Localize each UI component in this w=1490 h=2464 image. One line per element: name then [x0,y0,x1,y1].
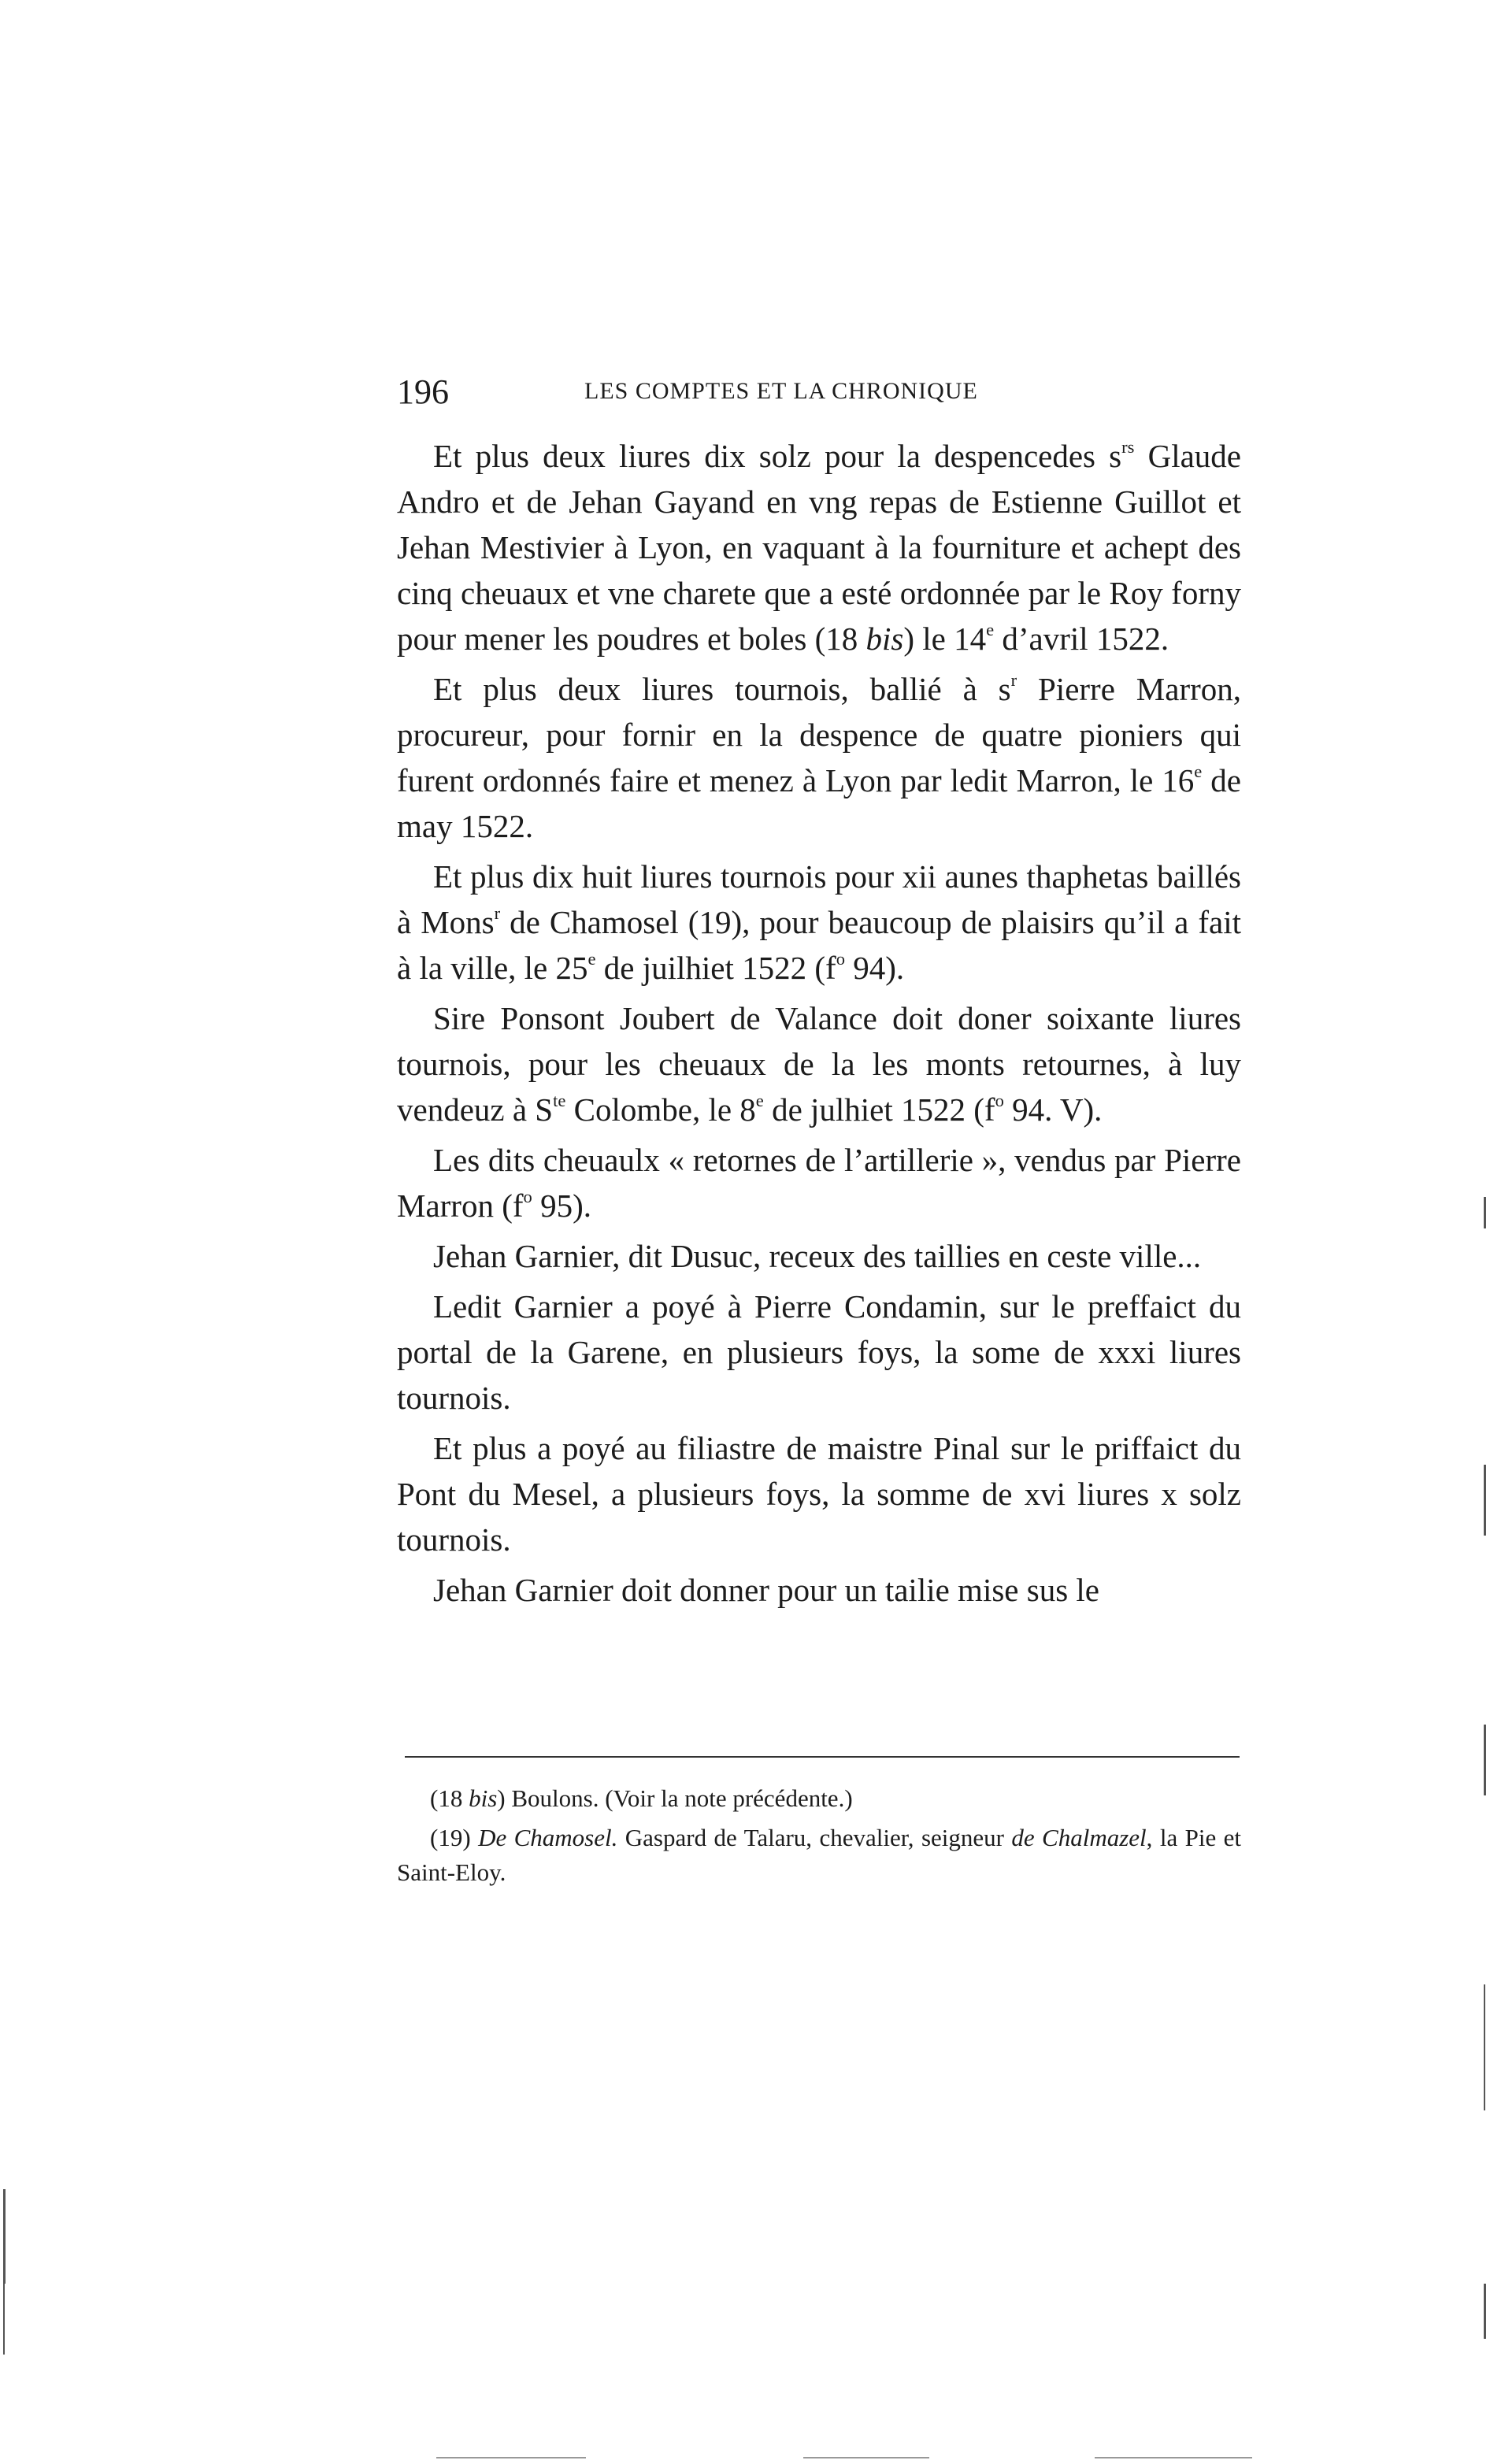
text-run: d’avril 1522. [994,621,1169,657]
italic-text: de Chalmazel [1011,1824,1147,1851]
text-run: de juilhiet 1522 (f [595,950,836,986]
text-run: Pierre Marron, procureur, pour fornir en la despence de quatre pioniers qui furent ordonnés faire et menez à Lyon par ledit Marron, le 16 [397,671,1241,798]
scan-mark [436,2457,586,2458]
paragraph-4 [397,995,1241,1132]
paragraph-7: Ledit Garnier a poyé à Pierre Condamin, sur le preffaict du portal de la Garene, en plusieurs foys, la some de xxxi liures tournois. [397,1288,1241,1416]
paragraph-3 [397,854,1241,991]
text-run: 94). [844,950,905,986]
page-header [397,372,1241,419]
scan-mark [1484,2284,1486,2339]
scan-mark [1484,1984,1485,2110]
paragraph-9: Jehan Garnier doit donner pour un tailie mise sus le [433,1572,1099,1608]
text-run: Et plus deux liures tournois, ballié à s [433,671,1011,707]
footnotes [397,1781,1241,1895]
text-run: Et plus deux liures dix solz pour la despencedes s [433,438,1122,474]
scan-mark [3,2284,5,2355]
footnote-18bis [397,1781,1241,1816]
scan-mark [1484,1197,1486,1228]
scan-mark [803,2457,929,2458]
running-title: LES COMPTES ET LA CHRONIQUE [584,378,978,404]
italic-text: bis [865,621,904,657]
footnote-19 [397,1821,1241,1890]
scan-mark [1484,1465,1486,1536]
superscript: r [494,902,501,923]
paragraph-8: Et plus a poyé au filiastre de maistre Pinal sur le priffaict du Pont du Mesel, a plusieurs foys, la somme de xvi liures x solz tournois. [397,1430,1241,1558]
paragraph-1 [397,433,1241,661]
text-run: Colombe, le 8 [565,1091,756,1128]
superscript: e [755,1090,764,1110]
text-run: Et plus dix huit liures tournois pour xii aunes thaphetas baillés à Mons [397,858,1241,940]
text-run: de may 1522. [397,762,1242,844]
text-run: (19) [430,1824,479,1851]
text-run: Sire Ponsont Joubert de Valance doit doner soixante liures tournois, pour les cheuaux de la les monts retournes, à luy vendeuz à S [397,1000,1241,1128]
superscript: o [523,1186,532,1206]
superscript: rs [1121,436,1135,457]
superscript: e [1194,761,1203,781]
text-run: , la Pie et Saint-Eloy. [397,1824,1241,1886]
text-run: Glaude Andro et de Jehan Gayand en vng repas de Estienne Guillot et Jehan Mestivier à Lyon, en vaquant à la fourniture et achept des cinq cheuaux et vne charete que a esté ordonnée par le Roy forny pour mener les poudres et boles (18 [397,438,1241,657]
text-run: de Chamosel (19), pour beaucoup de plaisirs qu’il a fait à la ville, le 25 [397,904,1241,986]
italic-text: bis [469,1784,498,1812]
footnote-rule [405,1756,1240,1758]
text-run: 94. V). [1003,1091,1103,1128]
scan-mark [1484,1725,1486,1795]
superscript: r [1010,669,1017,690]
text-run: 95). [532,1188,591,1224]
italic-text: De Chamosel. [478,1824,618,1851]
text-run: Les dits cheuaulx « retornes de l’artillerie », vendus par Pierre Marron (f [397,1142,1241,1224]
superscript: e [986,619,995,639]
scan-mark [1095,2457,1252,2458]
scan-mark [3,2189,6,2284]
text-run: (18 [430,1784,469,1812]
paragraph-5 [397,1137,1241,1228]
paragraph-6: Jehan Garnier, dit Dusuc, receux des taillies en ceste ville... [433,1238,1202,1274]
text-run: ) le 14 [903,621,987,657]
superscript: o [995,1090,1004,1110]
superscript: o [836,948,845,969]
page-number: 196 [397,372,449,411]
text-run: Gaspard de Talaru, chevalier, seigneur [617,1824,1012,1851]
body-text [397,433,1241,1617]
text-run: ) Boulons. (Voir la note précédente.) [497,1784,853,1812]
superscript: te [553,1090,566,1110]
paragraph-2 [397,666,1241,849]
text-run: de julhiet 1522 (f [763,1091,995,1128]
superscript: e [587,948,596,969]
